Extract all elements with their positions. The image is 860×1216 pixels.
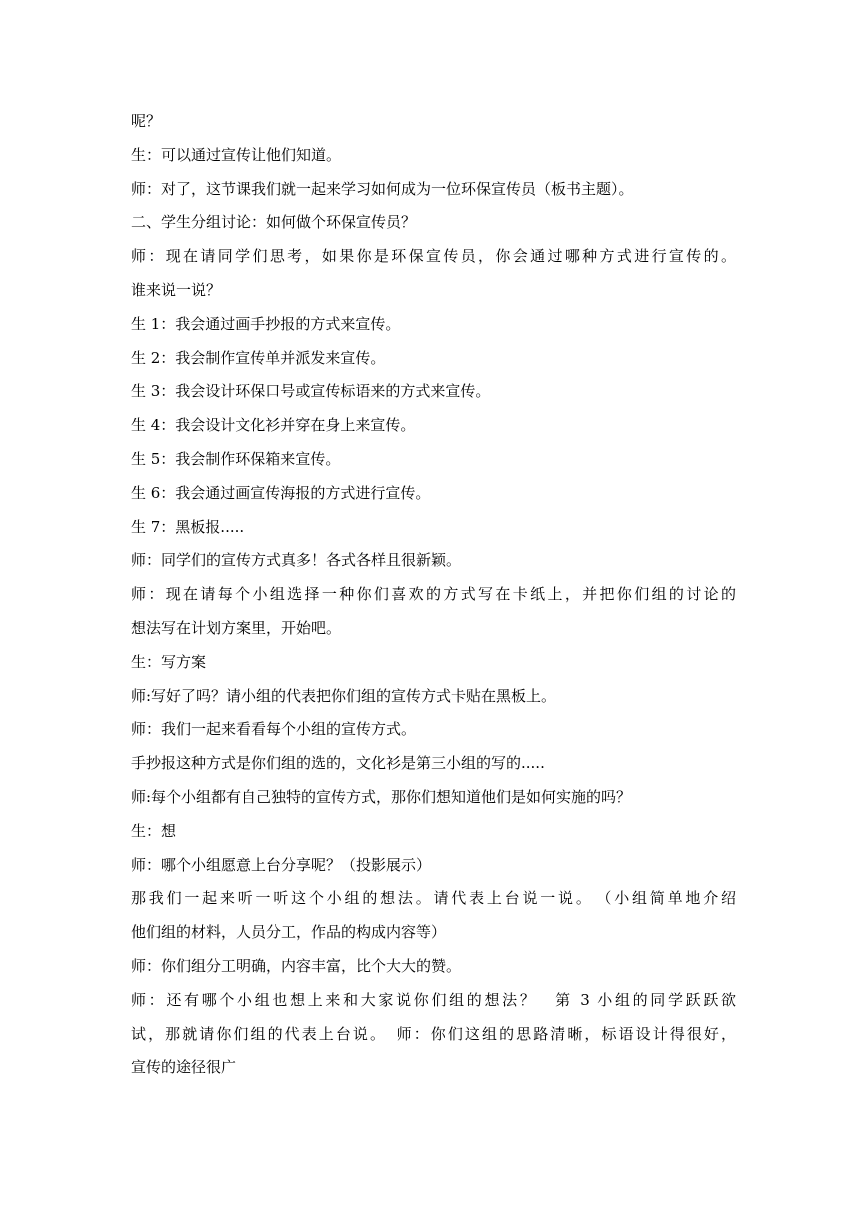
text-line: 师:每个小组都有自己独特的宣传方式，那你们想知道他们是如何实施的吗？ — [131, 787, 632, 806]
text-line: 生：想 — [131, 821, 177, 840]
text-line: 师：同学们的宣传方式真多！各式各样且很新颖。 — [131, 551, 462, 570]
text-line: 师：你们组分工明确，内容丰富，比个大大的赞。 — [131, 956, 462, 975]
text-line: 师：现在请每个小组选择一种你们喜欢的方式写在卡纸上，并把你们组的讨论的 — [131, 585, 736, 604]
text-line: 师：现在请同学们思考，如果你是环保宣传员，你会通过哪种方式进行宣传的。 — [131, 247, 736, 266]
text-line: 手抄报这种方式是你们组的选的，文化衫是第三小组的写的..... — [131, 754, 545, 773]
text-line: 呢？ — [131, 112, 162, 130]
text-line: 师:写好了吗？请小组的代表把你们组的宣传方式卡贴在黑板上。 — [131, 686, 557, 705]
text-line: 生 7：黑板报..... — [131, 517, 245, 536]
text-line: 想法写在计划方案里，开始吧。 — [131, 618, 342, 637]
text-line: 生 3：我会设计环保口号或宣传标语来的方式来宣传。 — [131, 382, 491, 401]
text-line: 生：可以通过宣传让他们知道。 — [131, 145, 342, 164]
text-line: 生 1：我会通过画手抄报的方式来宣传。 — [131, 314, 401, 333]
text-line: 宣传的途径很广 — [131, 1058, 237, 1077]
text-line: 那我们一起来听一听这个小组的想法。请代表上台说一说。 （小组简单地介绍 — [131, 889, 736, 908]
text-line: 师：我们一起来看看每个小组的宣传方式。 — [131, 720, 417, 739]
text-line: 师：哪个小组愿意上台分享呢？（投影展示） — [131, 855, 432, 874]
text-line: 生 6：我会通过画宣传海报的方式进行宣传。 — [131, 483, 431, 502]
text-line: 试，那就请你们组的代表上台说。 师：你们这组的思路清晰，标语设计得很好， — [131, 1024, 736, 1043]
text-line: 生 2：我会制作宣传单并派发来宣传。 — [131, 348, 386, 367]
text-line: 他们组的材料，人员分工，作品的构成内容等） — [131, 923, 447, 942]
text-line: 生 5：我会制作环保箱来宣传。 — [131, 449, 341, 468]
document-body — [131, 106, 736, 1086]
text-line: 二、学生分组讨论：如何做个环保宣传员？ — [131, 213, 417, 232]
text-line: 谁来说一说？ — [131, 280, 222, 299]
text-line: 师：还有哪个小组也想上来和大家说你们组的想法？ 第 3 小组的同学跃跃欲 — [131, 990, 736, 1009]
text-line: 生：写方案 — [131, 652, 207, 671]
text-line: 师：对了，这节课我们就一起来学习如何成为一位环保宣传员（板书主题）。 — [131, 179, 634, 198]
text-line: 生 4：我会设计文化衫并穿在身上来宣传。 — [131, 416, 416, 435]
